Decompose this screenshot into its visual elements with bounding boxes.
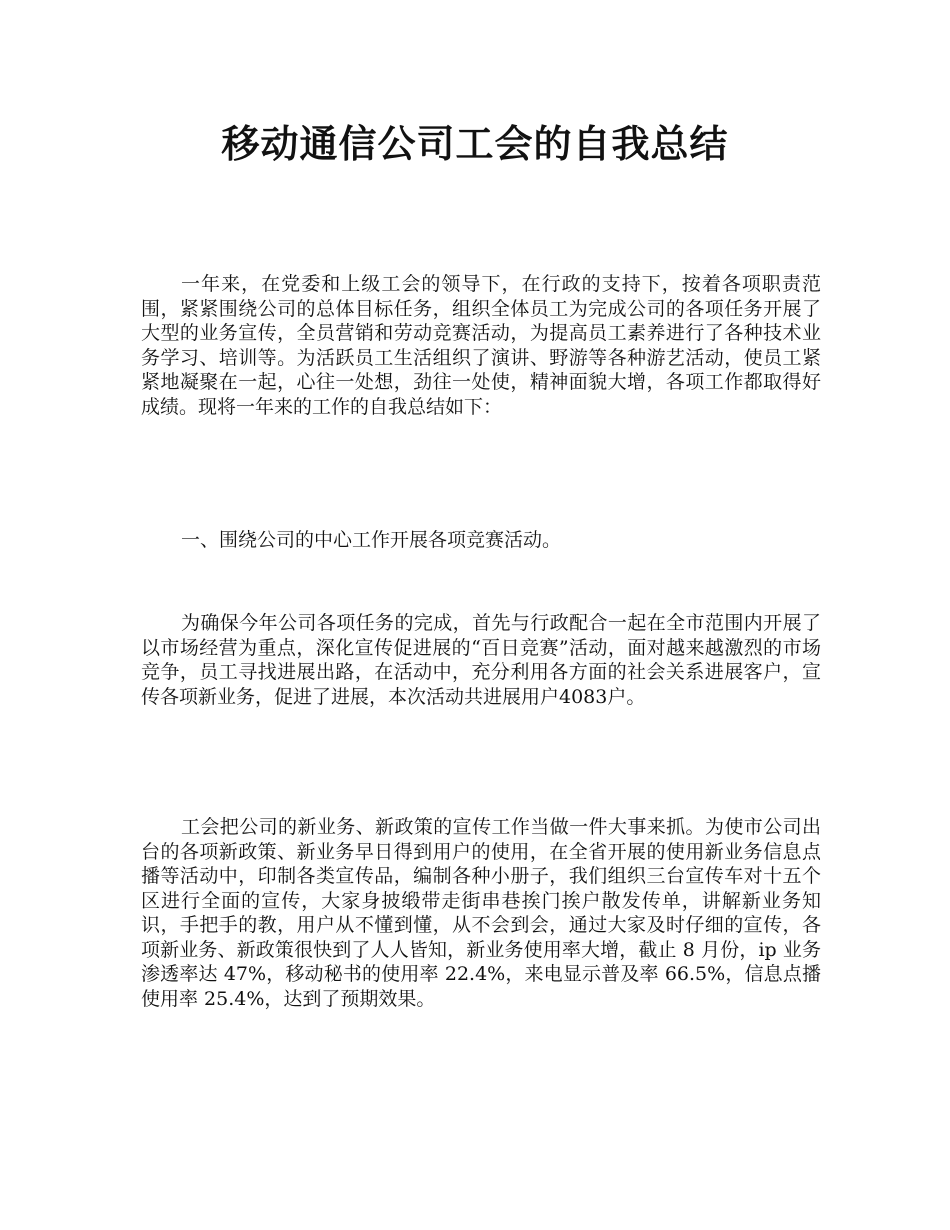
section-heading-1: 一、围绕公司的中心工作开展各项竞赛活动。 xyxy=(181,529,562,551)
document-title: 移动通信公司工会的自我总结 xyxy=(221,122,729,166)
publicity-paragraph: 工会把公司的新业务、新政策的宣传工作当做一件大事来抓。为使市公司出台的各项新政策、新业务早日得到用户的使用，在全省开展的使用新业务信息点播等活动中，印制各类宣传品，编制各种小册子，我们组织三台宣传车对十五个区进行全面的宣传，大家身披缎带走街串巷挨门挨户散发传单，讲解新业务知识，手把手的教，用户从不懂到懂，从不会到会，通过大家及时仔细的宣传，各项新业务、新政策很快到了人人皆知，新业务使用率大增，截止 8 月份，ip 业务渗透率达 47%，移动秘书的使用率 22.4%，来电显示普及率 66.5%，信息点播使用率 25.4%，达到了预期效果。 xyxy=(141,816,821,1010)
competition-paragraph: 为确保今年公司各项任务的完成，首先与行政配合一起在全市范围内开展了以市场经营为重点，深化宣传促进展的“百日竞赛”活动，面对越来越激烈的市场竞争，员工寻找进展出路，在活动中，充分利用各方面的社会关系进展客户，宣传各项新业务，促进了进展，本次活动共进展用户4083户。 xyxy=(141,612,821,708)
intro-paragraph: 一年来，在党委和上级工会的领导下，在行政的支持下，按着各项职责范围，紧紧围绕公司的总体目标任务，组织全体员工为完成公司的各项任务开展了大型的业务宣传，全员营销和劳动竞赛活动，为提高员工素养进行了各种技术业务学习、培训等。为活跃员工生活组织了演讲、野游等各种游艺活动，使员工紧紧地凝聚在一起，心往一处想，劲往一处使，精神面貌大增，各项工作都取得好成绩。现将一年来的工作的自我总结如下： xyxy=(141,273,821,418)
